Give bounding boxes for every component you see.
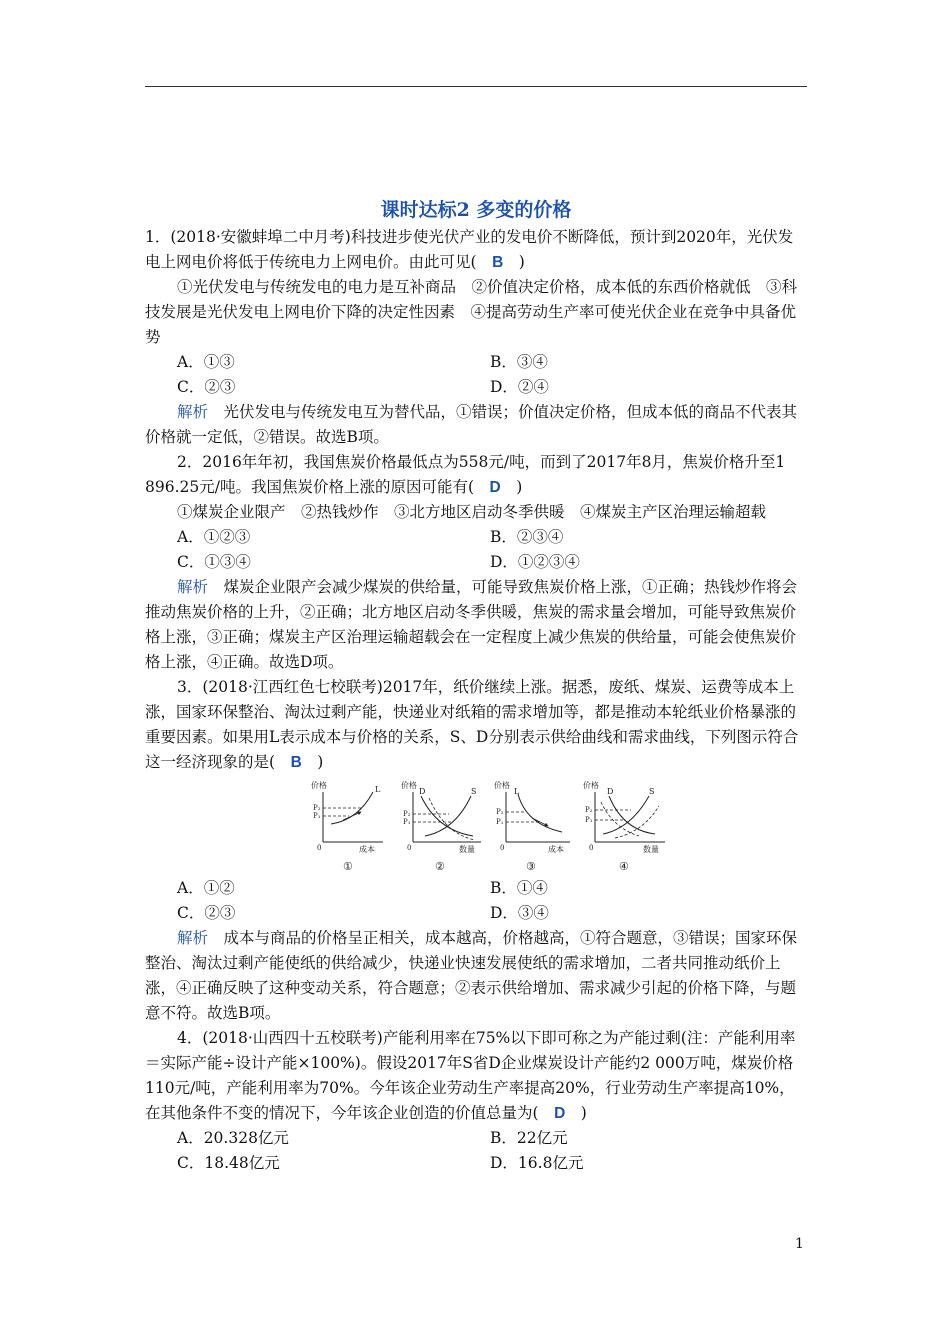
q3-stem-text: 3．(2018·江西红色七校联考)2017年，纸价继续上涨。据悉，废纸、煤炭、运费等成本上涨，国家环保整治、淘汰过剩产能，快递业对纸箱的需求增加等，都是推动本轮纸业价格暴涨的重要因素。如果用L表示成本与价格的关系，S、D分别表示供给曲线和需求曲线，下列图示符合这一经济现象的是(: [145, 678, 799, 771]
q3-analysis-text: 成本与商品的价格呈正相关，成本越高，价格越高，①符合题意，③错误；国家环保整治、淘汰过剩产能使纸的供给减少，快递业快速发展使纸的需求增加，二者共同推动纸价上涨，④正确反映了这种变动关系，符合题意；②表示供给增加、需求减少引起的价格下降，与题意不符。故选B项。: [145, 929, 798, 1022]
f1-p1-label: P₁: [313, 812, 321, 820]
q4-options-row2: [145, 1151, 807, 1176]
q3-analysis-label: 解析: [177, 929, 209, 947]
f2-qty-label: 数量: [459, 845, 475, 854]
q2-stem-close: ): [500, 478, 523, 496]
q4-stem-text: 4．(2018·山西四十五校联考)产能利用率在75%以下即可称之为产能过剩(注：产能利用率＝实际产能÷设计产能×100%)。假设2017年S省D企业煤炭设计产能约2 000万吨，煤炭价格110元/吨，产能利用率为70%。今年该企业劳动生产率提高20%，行业劳动生产率提高10%，在其他条件不变的情况下，今年该企业创造的价值总量为(: [145, 1029, 796, 1122]
f1-p2-label: P₂: [313, 804, 321, 812]
q3-option-b: B．①④: [490, 879, 548, 897]
f4-curve-s: [603, 796, 649, 834]
f1-curve-l: [331, 792, 373, 824]
q2-answer: D: [489, 479, 501, 496]
f2-p1-label: P₁: [403, 818, 411, 826]
q1-options-row2: [145, 375, 807, 400]
f3-p2-label: P₂: [496, 808, 504, 816]
q4-option-b: B．22亿元: [490, 1129, 568, 1147]
f3-curve-l: [518, 794, 562, 832]
q3-figures: [145, 778, 807, 874]
q1-analysis: [145, 400, 807, 450]
q4-option-d: D．16.8亿元: [490, 1154, 584, 1172]
q2-option-b: B．②③④: [490, 528, 564, 546]
f4-curve-d2: [601, 802, 639, 836]
header-rule: [145, 86, 807, 87]
q1-analysis-text: 光伏发电与传统发电互为替代品，①错误；价值决定价格，但成本低的商品不代表其价格就一定低，②错误。故选B项。: [145, 403, 798, 446]
q3-figure-2: [395, 778, 485, 874]
page-number: 1: [795, 1236, 804, 1252]
q1-option-d: D．②④: [490, 378, 549, 396]
q2-option-a: A．①②③: [177, 528, 251, 546]
f4-s-label: S: [649, 787, 655, 796]
q2-analysis: [145, 575, 807, 675]
f4-origin: 0: [589, 844, 594, 852]
q4-answer: D: [554, 1105, 566, 1122]
q4-option-a: A．20.328亿元: [177, 1129, 289, 1147]
q1-option-a: A．①③: [177, 353, 235, 371]
q3-answer: B: [290, 754, 302, 771]
q3-option-a: A．①②: [177, 879, 235, 897]
f3-number: ③: [526, 860, 536, 873]
f4-curve-d: [609, 796, 655, 834]
q1-stem-text: 1．(2018·安徽蚌埠二中月考)科技进步使光伏产业的发电价不断降低，预计到2020年，光伏发电上网电价将低于传统电力上网电价。由此可见(: [145, 228, 794, 271]
q3-options-row1: [145, 876, 807, 901]
f3-origin: 0: [500, 844, 505, 852]
f2-p2-label: P₂: [403, 810, 411, 818]
q3-figure-1: [303, 778, 387, 874]
q2-option-d: D．①②③④: [490, 553, 580, 571]
f2-curve-s: [425, 796, 471, 836]
f1-number: ①: [343, 860, 353, 873]
f2-d-label: D: [419, 787, 426, 796]
f4-qty-label: 数量: [643, 845, 659, 854]
f2-price-label: 价格: [401, 781, 417, 790]
f2-origin: 0: [407, 844, 412, 852]
q1-stem: [145, 225, 807, 275]
q2-options-row2: [145, 550, 807, 575]
f4-price-label: 价格: [583, 781, 599, 790]
q2-items: ①煤炭企业限产 ②热钱炒作 ③北方地区启动冬季供暖 ④煤炭主产区治理运输超载: [177, 503, 767, 521]
q4-stem-close: ): [565, 1104, 587, 1122]
q1-analysis-label: 解析: [177, 403, 209, 421]
f4-p2-label: P₂: [585, 806, 593, 814]
f1-price-label-a: 价格: [311, 781, 327, 790]
f1-cost-label: 成本: [359, 845, 375, 854]
q4-option-c: C．18.48亿元: [177, 1154, 280, 1172]
q2-stem: [145, 450, 807, 500]
q1-options-row1: [145, 350, 807, 375]
f2-curve-d2: [429, 798, 475, 840]
q2-options-row1: [145, 525, 807, 550]
f1-l-label: L: [375, 785, 381, 794]
q1-stem-close: ): [503, 253, 525, 271]
f2-s-label: S: [471, 787, 477, 796]
q2-stem-text: 2．2016年年初，我国焦炭价格最低点为558元/吨，而到了2017年8月，焦炭价格升至1 896.25元/吨。我国焦炭价格上涨的原因可能有(: [145, 453, 786, 496]
f3-l-label: L: [514, 787, 520, 796]
q2-option-c: C．①③④: [177, 553, 251, 571]
f3-price-label: 价格: [494, 781, 510, 790]
q3-option-c: C．②③: [177, 904, 236, 922]
q2-analysis-label: 解析: [177, 578, 209, 596]
f3-arrow: [532, 818, 548, 826]
q3-stem-close: ): [301, 753, 324, 771]
q4-stem: [145, 1026, 807, 1126]
f4-p1-label: P₁: [585, 816, 593, 824]
f2-curve-d: [421, 796, 473, 836]
q4-options-row1: [145, 1126, 807, 1151]
q3-analysis: [145, 926, 807, 1026]
f3-p1-label: P₁: [496, 818, 504, 826]
q3-option-d: D．③④: [490, 904, 549, 922]
q3-figure-3: [490, 778, 574, 874]
q2-analysis-text: 煤炭企业限产会减少煤炭的供给量，可能导致焦炭价格上涨，①正确；热钱炒作将会推动焦炭价格的上升，②正确；北方地区启动冬季供暖，焦炭的需求量会增加，可能导致焦炭价格上涨，③正确；煤炭主产区治理运输超载会在一定程度上减少焦炭的供给量，可能会使焦炭价格上涨，④正确。故选D项。: [145, 578, 798, 671]
q1-items: ①光伏发电与传统发电的电力是互补商品 ②价值决定价格，成本低的东西价格就低 ③科技发展是光伏发电上网电价下降的决定性因素 ④提高劳动生产率可使光伏企业在竞争中具备优势: [145, 278, 798, 346]
page-title: 课时达标2 多变的价格: [380, 199, 572, 221]
q1-option-b: B．③④: [490, 353, 548, 371]
q3-stem: [145, 675, 807, 775]
f4-number: ④: [619, 860, 629, 873]
q1-answer: B: [492, 254, 504, 271]
f1-origin: 0: [317, 844, 322, 852]
q1-option-c: C．②③: [177, 378, 236, 396]
f2-number: ②: [435, 860, 445, 873]
f3-cost-label: 成本: [548, 845, 564, 854]
q3-figure-4: [579, 778, 669, 874]
document-body: [145, 196, 807, 1176]
q3-options-row2: [145, 901, 807, 926]
f4-d-label: D: [607, 787, 614, 796]
